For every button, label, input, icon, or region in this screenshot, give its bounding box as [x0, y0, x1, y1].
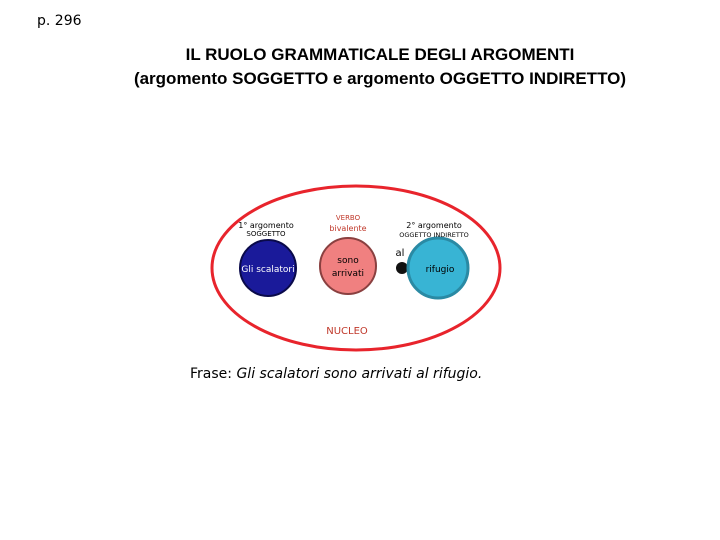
object-caption-2: OGGETTO INDIRETTO: [399, 231, 469, 239]
page-subtitle: (argomento SOGGETTO e argomento OGGETTO INDIRETTO): [133, 69, 627, 88]
sentence-example: Gli scalatori sono arrivati al rifugio.: [236, 366, 483, 382]
preposition-dot: [396, 262, 408, 274]
subject-text: Gli scalatori: [241, 265, 295, 275]
object-caption-1: 2° argomento: [406, 221, 462, 230]
verb-circle: [320, 238, 376, 294]
page-number: p. 296: [37, 13, 82, 29]
preposition-label: al: [395, 248, 405, 259]
verb-text-2: arrivati: [331, 269, 365, 279]
verb-caption-1: VERBO: [335, 214, 361, 222]
sentence-prefix: Frase:: [190, 366, 237, 382]
object-text: rifugio: [425, 265, 455, 275]
verb-caption-2: bivalente: [329, 224, 367, 233]
subject-caption-2: SOGGETTO: [246, 230, 286, 238]
nucleus-label: NUCLEO: [326, 326, 368, 337]
subject-caption-1: 1° argomento: [238, 221, 294, 230]
verb-text-1: sono: [337, 256, 359, 266]
page-title: IL RUOLO GRAMMATICALE DEGLI ARGOMENTI: [185, 45, 575, 64]
example-sentence: [190, 366, 482, 382]
